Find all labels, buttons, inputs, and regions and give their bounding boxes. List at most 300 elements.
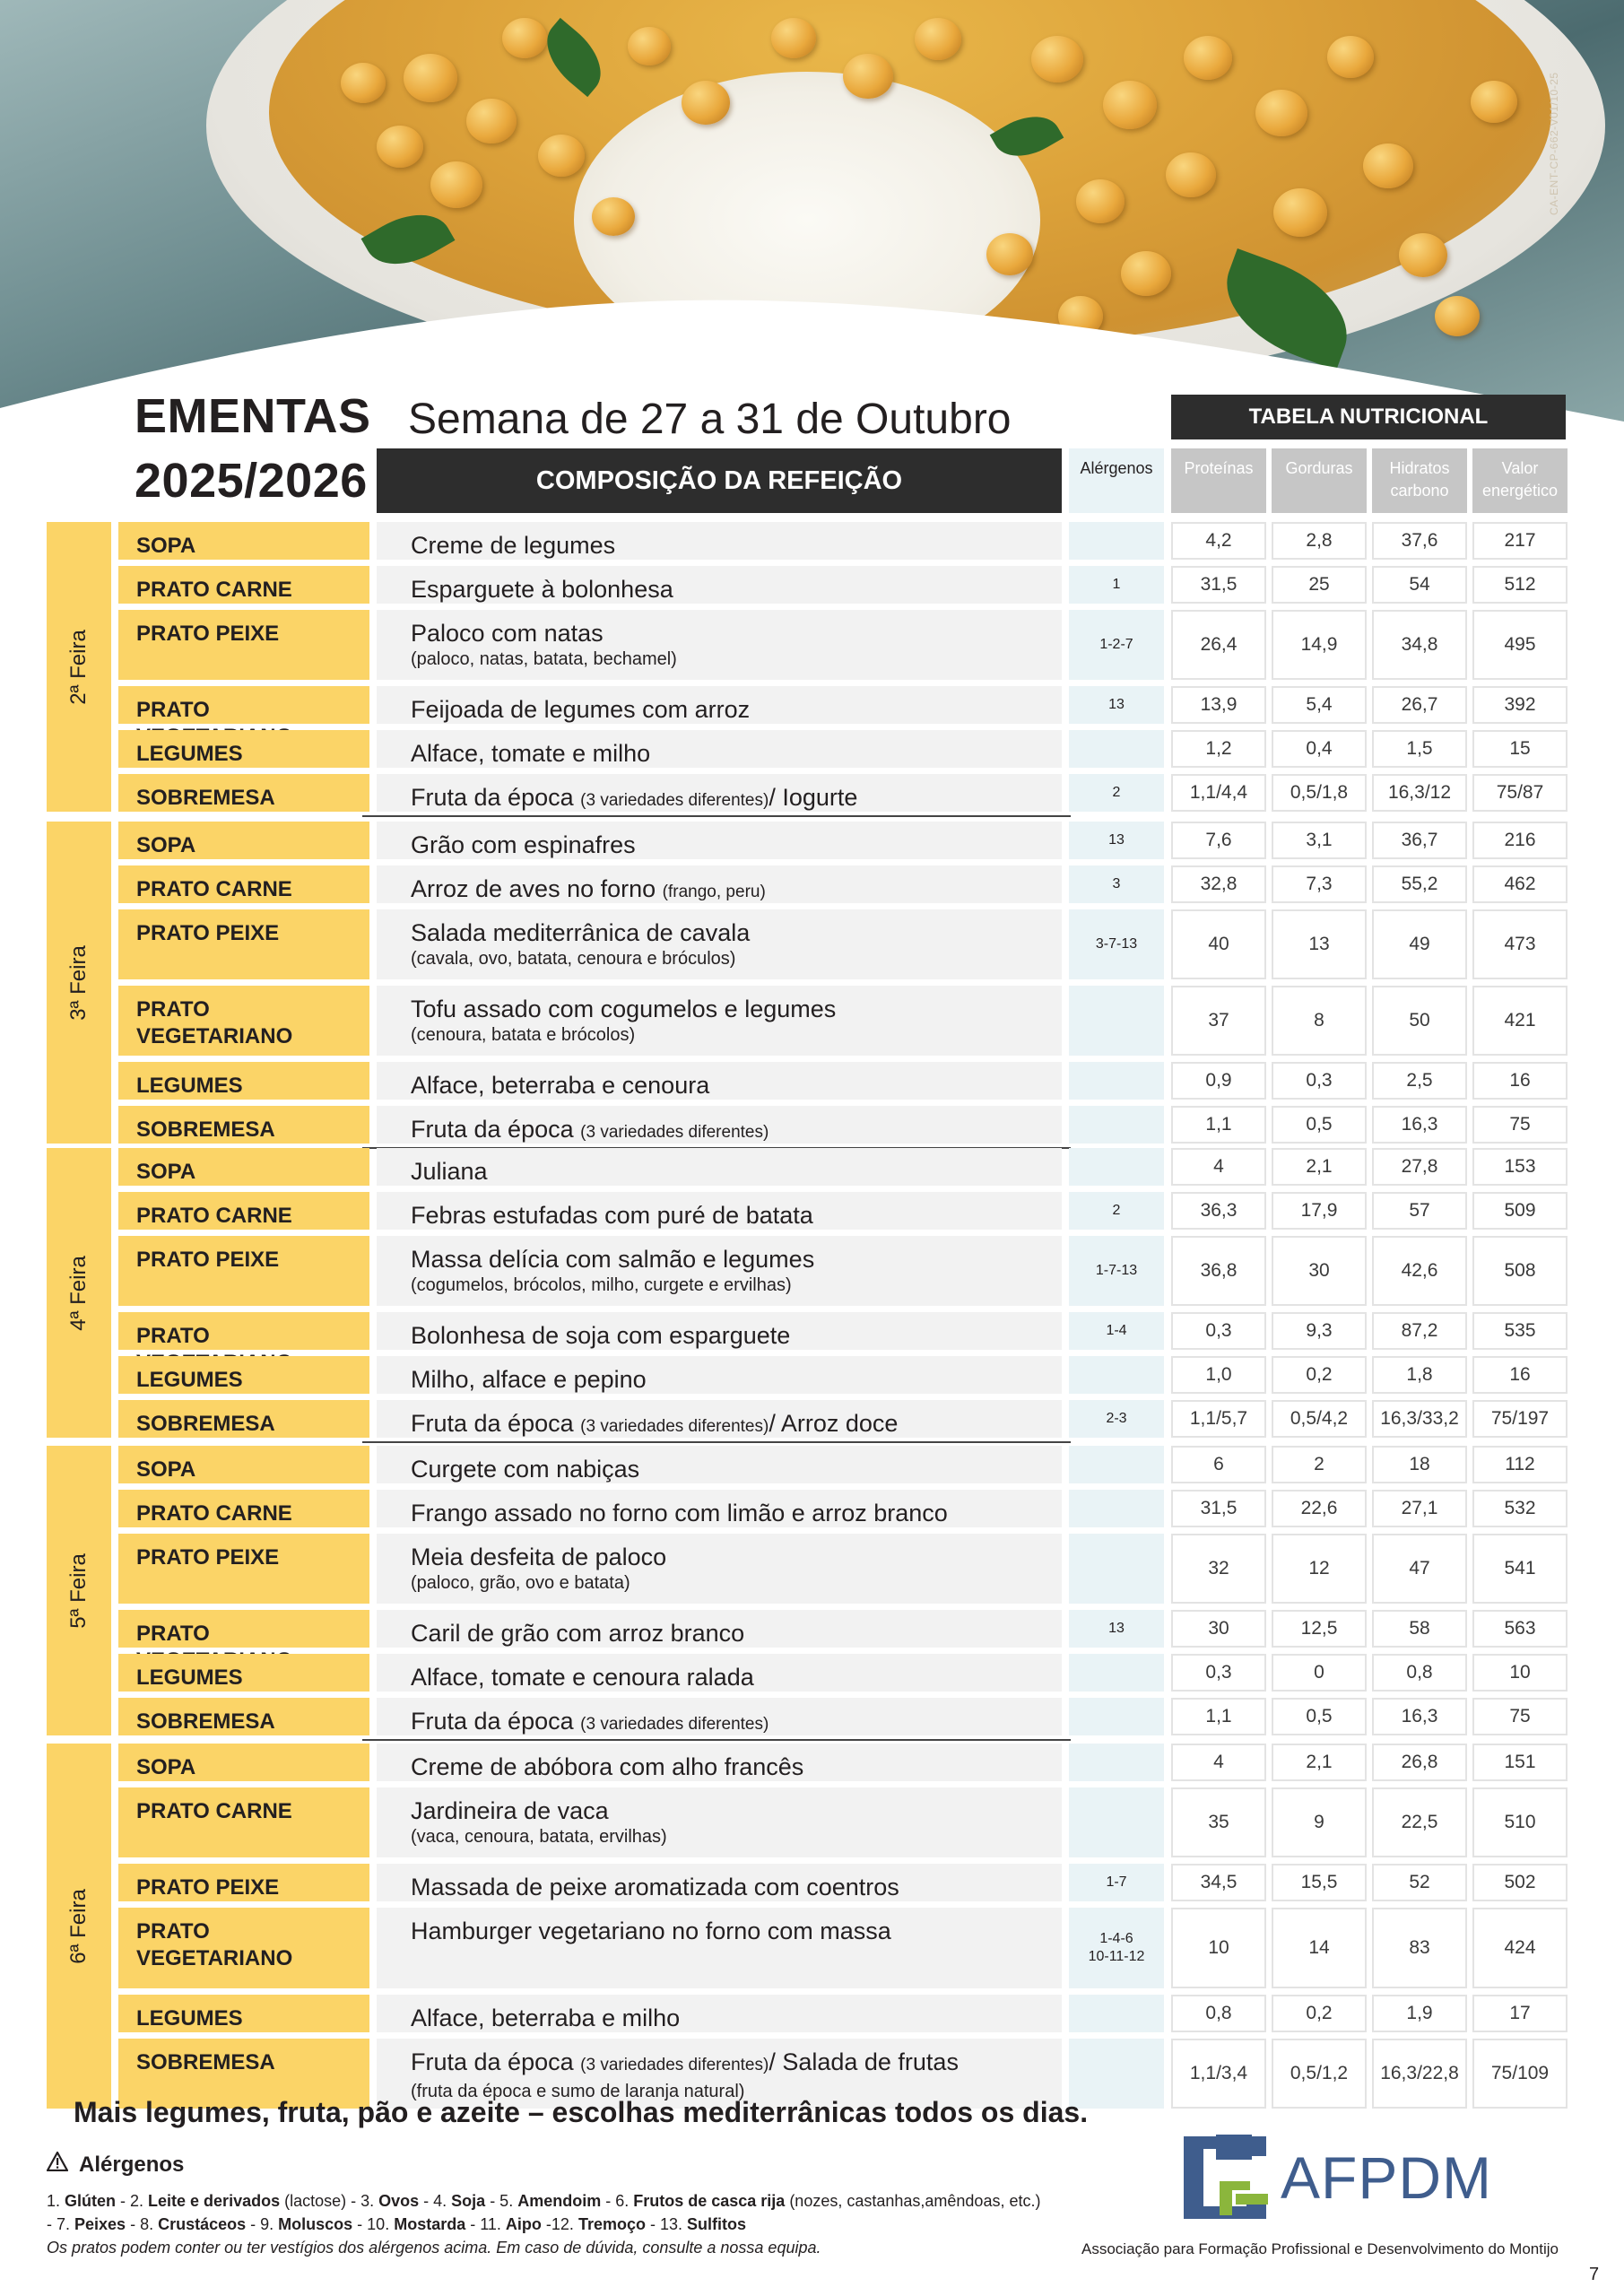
dish-name-line: [411, 995, 1062, 1023]
dish-name: Frango assado no forno com limão e arroz branco: [411, 1500, 948, 1526]
dish-cell: [377, 1106, 1062, 1144]
column-header-line: Valor: [1501, 459, 1539, 477]
energy-value: 75/87: [1472, 774, 1568, 812]
allergen-codes: [1069, 865, 1164, 903]
allergen-name: Ovos: [378, 2192, 420, 2210]
day-label: 2ª Feira: [66, 629, 91, 705]
energy-value: 421: [1472, 986, 1568, 1056]
allergen-codes-text: 1-2-7: [1099, 637, 1133, 652]
allergen-codes: [1069, 774, 1164, 812]
energy-value: 510: [1472, 1787, 1568, 1857]
dish-name: Caril de grão com arroz branco: [411, 1620, 745, 1647]
column-header-carbohydrates: [1372, 448, 1467, 513]
carbohydrates-value: 49: [1372, 909, 1467, 979]
proteins-value: 1,1: [1171, 1106, 1266, 1144]
proteins-value: 1,2: [1171, 730, 1266, 768]
dish-name: Esparguete à bolonhesa: [411, 576, 673, 603]
meal-category: PRATO: [118, 686, 369, 724]
allergens-column-header: Alérgenos: [1069, 448, 1164, 513]
carbohydrates-value: 47: [1372, 1534, 1467, 1604]
energy-value: 462: [1472, 865, 1568, 903]
fats-value: 0,5/1,8: [1272, 774, 1367, 812]
column-header-energy: [1472, 448, 1568, 513]
meal-category: LEGUMES: [118, 730, 369, 768]
meal-category: SOBREMESA: [118, 1400, 369, 1438]
carbohydrates-value: 34,8: [1372, 610, 1467, 680]
dish-cell: [377, 909, 1062, 979]
dish-name: Fruta da época: [411, 2048, 574, 2075]
meal-category: LEGUMES: [118, 1356, 369, 1394]
energy-value: 217: [1472, 522, 1568, 560]
day-separator: [362, 1739, 1071, 1741]
dish-name: Arroz de aves no forno: [411, 875, 656, 902]
proteins-value: 10: [1171, 1908, 1266, 1988]
energy-value: 392: [1472, 686, 1568, 724]
dish-ingredients: (vaca, cenoura, batata, ervilhas): [411, 1827, 667, 1847]
dish-variety-note: (3 variedades diferentes): [580, 2056, 769, 2074]
carbohydrates-value: 26,7: [1372, 686, 1467, 724]
dish-name: Feijoada de legumes com arroz: [411, 696, 751, 723]
dish-name: Paloco com natas: [411, 620, 604, 647]
dish-name: Tofu assado com cogumelos e legumes: [411, 996, 837, 1022]
dish-name-line: [411, 695, 1062, 724]
meal-category: PRATO VEGETARIANO: [118, 986, 369, 1056]
dish-name: Curgete com nabiças: [411, 1456, 640, 1483]
energy-value: 541: [1472, 1534, 1568, 1604]
dish-cell: [377, 686, 1062, 724]
fats-value: 0,2: [1272, 1356, 1367, 1394]
dish-cell: [377, 1446, 1062, 1483]
carbohydrates-value: 22,5: [1372, 1787, 1467, 1857]
allergen-codes: [1069, 1312, 1164, 1350]
dish-cell: [377, 1864, 1062, 1901]
dish-cell: [377, 1490, 1062, 1527]
fats-value: 30: [1272, 1236, 1367, 1306]
fats-value: 0,5/4,2: [1272, 1400, 1367, 1438]
dish-name-line: [411, 1245, 1062, 1274]
fats-value: 0,5/1,2: [1272, 2039, 1367, 2109]
day-separator: [362, 1441, 1071, 1443]
fats-value: 12: [1272, 1534, 1367, 1604]
allergen-legend-text: (lactose) - 3.: [280, 2192, 379, 2210]
dish-cell: [377, 610, 1062, 680]
meal-category: PRATO PEIXE: [118, 610, 369, 680]
allergen-name: Crustáceos: [158, 2215, 247, 2233]
dish-name-line: [411, 531, 1062, 560]
page-number: 7: [1589, 2265, 1600, 2284]
dish-name-line: [411, 783, 1062, 815]
dish-cell: [377, 986, 1062, 1056]
energy-value: 508: [1472, 1236, 1568, 1306]
dish-name: Massada de peixe aromatizada com coentros: [411, 1874, 899, 1900]
meal-category: SOBREMESA: [118, 2039, 369, 2109]
day-band: [47, 822, 111, 1144]
allergen-codes: [1069, 1192, 1164, 1230]
dish-cell: [377, 1787, 1062, 1857]
carbohydrates-value: 55,2: [1372, 865, 1467, 903]
allergen-codes: [1069, 1787, 1164, 1857]
dish-name: Alface, beterraba e cenoura: [411, 1072, 710, 1099]
dish-name: Grão com espinafres: [411, 831, 636, 858]
energy-value: 16: [1472, 1062, 1568, 1100]
meal-category: PRATO VEGETARIANO: [118, 1908, 369, 1988]
carbohydrates-value: 16,3/33,2: [1372, 1400, 1467, 1438]
dish-name-line: [411, 1663, 1062, 1692]
allergen-name: Frutos de casca rija: [633, 2192, 786, 2210]
fats-value: 2: [1272, 1446, 1367, 1483]
carbohydrates-value: 2,5: [1372, 1062, 1467, 1100]
fats-value: 2,1: [1272, 1744, 1367, 1781]
proteins-value: 30: [1171, 1610, 1266, 1648]
column-header-line: Gorduras: [1285, 459, 1353, 477]
meal-category: PRATO CARNE: [118, 865, 369, 903]
energy-value: 151: [1472, 1744, 1568, 1781]
carbohydrates-value: 1,8: [1372, 1356, 1467, 1394]
carbohydrates-value: 50: [1372, 986, 1467, 1056]
allergen-codes: [1069, 1654, 1164, 1692]
proteins-value: 32: [1171, 1534, 1266, 1604]
allergen-name: Glúten: [65, 2192, 117, 2210]
fats-value: 9,3: [1272, 1312, 1367, 1350]
dish-name-line: [411, 1873, 1062, 1901]
allergen-codes-text: 1-7-13: [1095, 1263, 1138, 1278]
dish-name-line: [411, 1201, 1062, 1230]
allergen-name: Aipo: [505, 2215, 542, 2233]
day-label: 4ª Feira: [66, 1255, 91, 1331]
energy-value: 424: [1472, 1908, 1568, 1988]
fats-value: 22,6: [1272, 1490, 1367, 1527]
proteins-value: 26,4: [1171, 610, 1266, 680]
title-ementas: EMENTAS: [135, 389, 371, 443]
energy-value: 75/109: [1472, 2039, 1568, 2109]
carbohydrates-value: 37,6: [1372, 522, 1467, 560]
allergen-codes-text: 2: [1112, 785, 1121, 800]
carbohydrates-value: 1,9: [1372, 1995, 1467, 2032]
proteins-value: 1,1/3,4: [1171, 2039, 1266, 2109]
dish-ingredients: (fruta da época e sumo de laranja natural): [411, 2082, 745, 2101]
meal-category: PRATO CARNE: [118, 566, 369, 604]
dish-cell: [377, 1744, 1062, 1781]
dish-name-line: [411, 2048, 1062, 2080]
fats-value: 0,2: [1272, 1995, 1367, 2032]
allergen-legend-text: - 6.: [601, 2192, 634, 2210]
meal-category: PRATO PEIXE: [118, 1534, 369, 1604]
meal-category: SOBREMESA: [118, 1106, 369, 1144]
proteins-value: 34,5: [1171, 1864, 1266, 1901]
dish-cell: [377, 1908, 1062, 1988]
carbohydrates-value: 16,3/12: [1372, 774, 1467, 812]
carbohydrates-value: 0,8: [1372, 1654, 1467, 1692]
meal-category: PRATO PEIXE: [118, 909, 369, 979]
allergen-codes: [1069, 1744, 1164, 1781]
allergen-codes: [1069, 1106, 1164, 1144]
fats-value: 17,9: [1272, 1192, 1367, 1230]
carbohydrates-value: 42,6: [1372, 1236, 1467, 1306]
energy-value: 532: [1472, 1490, 1568, 1527]
dish-cell: [377, 1192, 1062, 1230]
allergen-legend-text: - 7.: [47, 2215, 75, 2233]
fats-value: 0,5: [1272, 1698, 1367, 1735]
dish-name-line: [411, 739, 1062, 768]
fats-value: 15,5: [1272, 1864, 1367, 1901]
dish-ingredients: (paloco, grão, ovo e batata): [411, 1573, 630, 1593]
carbohydrates-value: 16,3: [1372, 1698, 1467, 1735]
allergen-codes: [1069, 1534, 1164, 1604]
allergen-codes: [1069, 686, 1164, 724]
allergen-codes: [1069, 730, 1164, 768]
dish-cell: [377, 1312, 1062, 1350]
proteins-value: 36,8: [1171, 1236, 1266, 1306]
dish-name: Hamburger vegetariano no forno com massa: [411, 1918, 891, 1944]
afpdm-logo-text: AFPDM: [1281, 2144, 1492, 2211]
dish-name-line: [411, 1796, 1062, 1825]
meal-category: LEGUMES: [118, 1062, 369, 1100]
fats-value: 14,9: [1272, 610, 1367, 680]
column-header-line: Hidratos: [1389, 459, 1450, 477]
slogan: Mais legumes, fruta, pão e azeite – escolhas mediterrânicas todos os dias.: [74, 2096, 1089, 2128]
dish-variety-note: (3 variedades diferentes): [580, 1123, 769, 1142]
fats-value: 12,5: [1272, 1610, 1367, 1648]
allergen-legend-text: 1.: [47, 2192, 65, 2210]
allergen-codes: [1069, 1356, 1164, 1394]
dish-name: Bolonhesa de soja com esparguete: [411, 1322, 791, 1349]
carbohydrates-value: 16,3: [1372, 1106, 1467, 1144]
meal-category: PRATO: [118, 1312, 369, 1350]
dish-name: Fruta da época: [411, 1116, 574, 1143]
allergen-codes-text: 13: [1108, 1621, 1125, 1636]
allergen-codes-text: 1-4: [1106, 1323, 1127, 1338]
energy-value: 216: [1472, 822, 1568, 859]
dish-name: Fruta da época: [411, 784, 574, 811]
proteins-value: 4,2: [1171, 522, 1266, 560]
allergen-codes: [1069, 522, 1164, 560]
fats-value: 0,3: [1272, 1062, 1367, 1100]
allergen-codes: [1069, 1400, 1164, 1438]
hero-photo: [0, 0, 1624, 422]
dish-alternative: / Arroz doce: [769, 1410, 899, 1437]
dish-alternative: / Iogurte: [769, 784, 858, 811]
dish-cell: [377, 1610, 1062, 1648]
allergen-legend-text: - 8.: [126, 2215, 159, 2233]
dish-name: Salada mediterrânica de cavala: [411, 919, 751, 946]
column-header-proteins: [1171, 448, 1266, 513]
carbohydrates-value: 54: [1372, 566, 1467, 604]
fats-value: 0,5: [1272, 1106, 1367, 1144]
week-title: Semana de 27 a 31 de Outubro: [408, 396, 1012, 443]
carbohydrates-value: 16,3/22,8: [1372, 2039, 1467, 2109]
dish-name-line: [411, 2004, 1062, 2032]
dish-name-line: [411, 831, 1062, 859]
dish-name: Juliana: [411, 1158, 488, 1185]
allergen-legend-text: -12.: [541, 2215, 578, 2233]
dish-cell: [377, 1236, 1062, 1306]
day-separator: [362, 815, 1071, 817]
allergen-legend-text: - 5.: [485, 2192, 518, 2210]
fats-value: 0,4: [1272, 730, 1367, 768]
carbohydrates-value: 27,1: [1372, 1490, 1467, 1527]
day-label: 5ª Feira: [66, 1552, 91, 1629]
proteins-value: 40: [1171, 909, 1266, 979]
meal-category: SOPA: [118, 1148, 369, 1186]
carbohydrates-value: 87,2: [1372, 1312, 1467, 1350]
dish-name: Meia desfeita de paloco: [411, 1544, 667, 1570]
dish-name: Febras estufadas com puré de batata: [411, 1202, 813, 1229]
dish-variety-note: (frango, peru): [662, 883, 766, 901]
allergen-legend-text: - 10.: [352, 2215, 395, 2233]
fats-value: 2,1: [1272, 1148, 1367, 1186]
allergen-codes: [1069, 610, 1164, 680]
meal-category: SOPA: [118, 1744, 369, 1781]
fats-value: 8: [1272, 986, 1367, 1056]
dish-name-line: [411, 1321, 1062, 1350]
carbohydrates-value: 83: [1372, 1908, 1467, 1988]
warning-icon: [47, 2151, 70, 2179]
dish-name: Alface, tomate e milho: [411, 740, 651, 767]
allergen-name: Sulfitos: [687, 2215, 746, 2233]
allergen-codes: [1069, 986, 1164, 1056]
dish-name-line: [411, 1619, 1062, 1648]
allergen-codes: [1069, 1490, 1164, 1527]
meal-category: LEGUMES: [118, 1995, 369, 2032]
energy-value: 535: [1472, 1312, 1568, 1350]
meal-category: LEGUMES: [118, 1654, 369, 1692]
allergen-name: Mostarda: [394, 2215, 466, 2233]
allergen-name: Soja: [451, 2192, 486, 2210]
dish-name: Jardineira de vaca: [411, 1797, 609, 1824]
dish-name-line: [411, 1071, 1062, 1100]
allergen-codes-text: 1-4-6 10-11-12: [1088, 1931, 1145, 1964]
allergen-codes-text: 1-7: [1106, 1874, 1127, 1890]
fats-value: 7,3: [1272, 865, 1367, 903]
afpdm-logo-subtitle: Associação para Formação Profissional e Desenvolvimento do Montijo: [1081, 2240, 1559, 2257]
energy-value: 75: [1472, 1106, 1568, 1144]
allergen-legend-text: - 2.: [116, 2192, 149, 2210]
dish-name-line: [411, 918, 1062, 947]
fats-value: 2,8: [1272, 522, 1367, 560]
meal-category: SOBREMESA: [118, 1698, 369, 1735]
dish-cell: [377, 1995, 1062, 2032]
dish-name-line: [411, 1543, 1062, 1571]
energy-value: 75/197: [1472, 1400, 1568, 1438]
allergen-codes-text: 2: [1112, 1203, 1121, 1218]
energy-value: 112: [1472, 1446, 1568, 1483]
allergen-legend-text: - 9.: [246, 2215, 279, 2233]
fats-value: 9: [1272, 1787, 1367, 1857]
day-label: 6ª Feira: [66, 1888, 91, 1964]
allergen-codes-text: 13: [1108, 697, 1125, 712]
dish-name-line: [411, 575, 1062, 604]
dish-name-line: [411, 1365, 1062, 1394]
allergen-codes: [1069, 1446, 1164, 1483]
fats-value: 14: [1272, 1908, 1367, 1988]
meal-category: PRATO PEIXE: [118, 1236, 369, 1306]
dish-variety-note: (3 variedades diferentes): [580, 791, 769, 810]
proteins-value: 1,1/4,4: [1171, 774, 1266, 812]
carbohydrates-value: 26,8: [1372, 1744, 1467, 1781]
allergen-legend-text: - 11.: [465, 2215, 506, 2233]
meal-category: PRATO CARNE: [118, 1490, 369, 1527]
dish-cell: [377, 1148, 1062, 1186]
document-code: CA-ENT-CP-662-V01/10-25: [1548, 72, 1560, 215]
dish-alternative: / Salada de frutas: [769, 2048, 959, 2075]
dish-cell: [377, 1654, 1062, 1692]
fats-value: 0: [1272, 1654, 1367, 1692]
carbohydrates-value: 18: [1372, 1446, 1467, 1483]
allergen-codes-text: 13: [1108, 832, 1125, 848]
dish-cell: [377, 1698, 1062, 1735]
allergens-note: Os pratos podem conter ou ter vestígios dos alérgenos acima. Em caso de dúvida, consulte a nossa equipa.: [47, 2239, 821, 2257]
dish-ingredients: (paloco, natas, batata, bechamel): [411, 649, 677, 669]
allergen-legend-text: - 4.: [419, 2192, 452, 2210]
allergen-codes-text: 1: [1112, 577, 1121, 592]
dish-name-line: [411, 1115, 1062, 1147]
allergen-codes: [1069, 1148, 1164, 1186]
column-header-line: Proteínas: [1184, 459, 1254, 477]
dish-name: Fruta da época: [411, 1410, 574, 1437]
proteins-value: 0,3: [1171, 1312, 1266, 1350]
allergen-name: Peixes: [74, 2215, 126, 2233]
allergen-legend-text: - 13.: [645, 2215, 687, 2233]
dish-cell: [377, 1400, 1062, 1438]
meal-composition-header: COMPOSIÇÃO DA REFEIÇÃO: [377, 448, 1062, 513]
energy-value: 15: [1472, 730, 1568, 768]
allergen-name: Amendoim: [517, 2192, 602, 2210]
proteins-value: 6: [1171, 1446, 1266, 1483]
proteins-value: 32,8: [1171, 865, 1266, 903]
meal-category: SOPA: [118, 522, 369, 560]
fats-value: 5,4: [1272, 686, 1367, 724]
allergens-legend-line-2: [47, 2213, 746, 2235]
day-band: [47, 1446, 111, 1735]
carbohydrates-value: 36,7: [1372, 822, 1467, 859]
allergen-codes: [1069, 1610, 1164, 1648]
proteins-value: 1,1/5,7: [1171, 1400, 1266, 1438]
proteins-value: 0,9: [1171, 1062, 1266, 1100]
white-wave: [0, 0, 1624, 422]
dish-name: Alface, tomate e cenoura ralada: [411, 1664, 754, 1691]
fats-value: 3,1: [1272, 822, 1367, 859]
dish-name-line: [411, 1917, 1062, 1945]
proteins-value: 4: [1171, 1148, 1266, 1186]
dish-name-line: [411, 1752, 1062, 1781]
allergens-legend-line-1: [47, 2190, 1040, 2212]
column-header-line: energético: [1481, 482, 1559, 500]
proteins-value: 0,3: [1171, 1654, 1266, 1692]
allergen-name: Tremoço: [578, 2215, 646, 2233]
energy-value: 502: [1472, 1864, 1568, 1901]
dish-name-line: [411, 619, 1062, 648]
dish-cell: [377, 1356, 1062, 1394]
allergen-codes-text: 3-7-13: [1095, 936, 1138, 952]
dish-ingredients: (cogumelos, brócolos, milho, curgete e ervilhas): [411, 1275, 792, 1295]
dish-name: Creme de legumes: [411, 532, 616, 559]
day-label: 3ª Feira: [66, 944, 91, 1021]
carbohydrates-value: 52: [1372, 1864, 1467, 1901]
fats-value: 25: [1272, 566, 1367, 604]
dish-cell: [377, 822, 1062, 859]
proteins-value: 0,8: [1171, 1995, 1266, 2032]
meal-category: PRATO PEIXE: [118, 1864, 369, 1901]
allergen-legend-text: (nozes, castanhas,amêndoas, etc.): [785, 2192, 1041, 2210]
energy-value: 509: [1472, 1192, 1568, 1230]
meal-category: SOPA: [118, 1446, 369, 1483]
allergen-codes: [1069, 1698, 1164, 1735]
column-header-fats: [1272, 448, 1367, 513]
proteins-value: 37: [1171, 986, 1266, 1056]
allergen-codes: [1069, 566, 1164, 604]
meal-category: SOPA: [118, 822, 369, 859]
proteins-value: 7,6: [1171, 822, 1266, 859]
